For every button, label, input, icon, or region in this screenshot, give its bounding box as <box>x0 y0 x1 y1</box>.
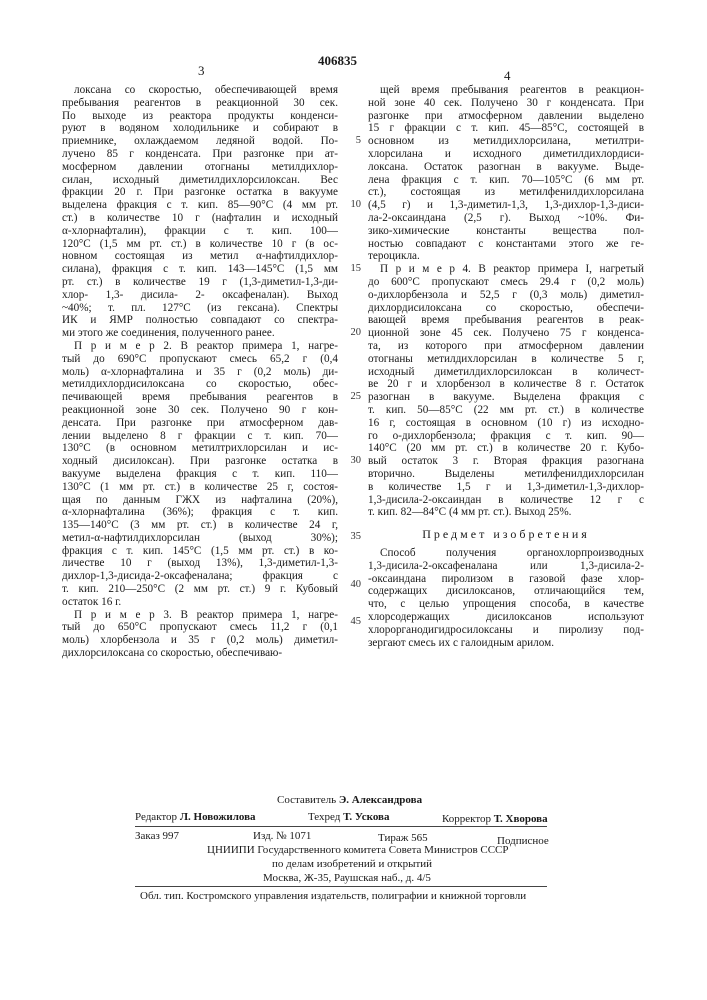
text-line: личестве 10 г (выход 13%), 1,3-диметил-1,3- <box>62 557 338 570</box>
text-line: ст.) в количестве 10 г (нафталин и исходный <box>62 212 338 225</box>
text-line: ностью совпадают с константами этого же ге- <box>368 238 644 251</box>
text-line: тероцикла. <box>368 250 644 263</box>
compiler-credit <box>277 794 422 806</box>
organization-address: Москва, Ж-35, Раушская наб., д. 4/5 <box>263 872 431 884</box>
line-number: 40 <box>339 579 361 592</box>
corrector-label: Корректор <box>442 813 491 825</box>
text-line: т. кип. 82—84°C (4 мм рт. ст.). Выход 25%. <box>368 506 644 519</box>
text-line: хлорсодержащих дисилоксанов используют <box>368 611 644 624</box>
techred-name: Т. Ускова <box>343 811 389 823</box>
text-line: П р и м е р 3. В реактор примера 1, нагре- <box>62 609 338 622</box>
right-text-column <box>368 84 644 649</box>
text-line: 1,3-дисила-2-оксаиндан в количестве 12 г с <box>368 494 644 507</box>
text-line: хлор- 1,3- дисила- 2- оксафеналан). Выход <box>62 289 338 302</box>
text-line: локсана со скоростью, обеспечивающей время <box>62 84 338 97</box>
text-line: выделена фракция с т. кип. 85—90°C (4 мм рт. <box>62 199 338 212</box>
publication-number: Изд. № 1071 <box>253 830 311 842</box>
text-line: реакционной зоне 30 сек. Получено 90 г кон- <box>62 404 338 417</box>
text-line: что, с целью упрощения способа, в качестве <box>368 598 644 611</box>
order-number: Заказ 997 <box>135 830 179 842</box>
compiler-name: Э. Александрова <box>339 794 422 806</box>
text-line: пребывания реагентов в реакционной 30 сек. <box>62 97 338 110</box>
text-line: мосферном давлении отогнаны метилдихлор- <box>62 161 338 174</box>
text-line: ла-2-оксаиндана (2,5 г). Выход ~10%. Фи- <box>368 212 644 225</box>
text-line: силан, исходный диметилдихлорсилоксан. Вес <box>62 174 338 187</box>
text-line: рт. ст.) в количестве 19 г (1,3-диметил-1,3-ди- <box>62 276 338 289</box>
text-line: разгонке при атмосферном давлении выделено <box>368 110 644 123</box>
text-line: хлорсилана и исходного диметилдихлордиси- <box>368 148 644 161</box>
text-line: вторично. Выделены метилфенилдихлорсилан <box>368 468 644 481</box>
left-text-column <box>62 84 338 660</box>
text-line: печивающей время пребывания реагентов в <box>62 391 338 404</box>
text-line: тый до 650°C пропускают смесь 11,2 г (0,1 <box>62 621 338 634</box>
subscription-note: Подписное <box>497 835 549 847</box>
text-line: основном из метилдихлорсилана, метилтри- <box>368 135 644 148</box>
text-line: тый до 690°C пропускают смесь 65,2 г (0,4 <box>62 353 338 366</box>
text-line: силана), фракция с т. кип. 143—145°C (1,5 мм <box>62 263 338 276</box>
text-line: приемнике, охлаждаемом ледяной водой. По- <box>62 135 338 148</box>
text-line: лена фракция с т. кип. 70—105°C (6 мм рт. <box>368 174 644 187</box>
text-line: зергают смесь их с галоидным арилом. <box>368 637 644 650</box>
text-line: ИК и ЯМР полностью совпадают со спектра- <box>62 314 338 327</box>
line-number: 45 <box>339 616 361 629</box>
text-line: метил-α-нафтилдихлорсилан (выход 30%); <box>62 532 338 545</box>
text-line: исходный диметилдихлорсилоксан в количест- <box>368 366 644 379</box>
text-line: 130°C (в основном метилтрихлорсилан и ис- <box>62 442 338 455</box>
text-line: -оксаиндана пиролизом в газовой фазе хлор- <box>368 573 644 586</box>
text-line: хлорорганодигидросилоксаны и пиролизу под- <box>368 624 644 637</box>
line-number: 10 <box>339 199 361 212</box>
text-line: новном состоящая из метил α-нафтилдихлор- <box>62 250 338 263</box>
text-line: щей время пребывания реагентов в реакцион- <box>368 84 644 97</box>
printer-credit: Обл. тип. Костромского управления издательств, полиграфии и книжной торговли <box>140 890 526 902</box>
text-line: Способ получения органохлорпроизводных <box>368 547 644 560</box>
text-line: моль) α-хлорнафталина и 35 г (0,2 моль) ди- <box>62 366 338 379</box>
text-line: отогнаны метилдихлорсилан в количестве 5 г, <box>368 353 644 366</box>
text-line: ст.), состоящая из метилфенилдихлорсилана <box>368 186 644 199</box>
text-line: дихлордисилоксана со скоростью, обеспечи- <box>368 302 644 315</box>
page-number-left: 3 <box>198 63 205 79</box>
print-run: Тираж 565 <box>378 832 428 844</box>
text-line: фракция с т. кип. 145°C (1,5 мм рт. ст.) в ко- <box>62 545 338 558</box>
text-line: ходный дисилоксан). При разгонке остатка в <box>62 455 338 468</box>
text-line: вающей время пребывания реагентов в реак- <box>368 314 644 327</box>
compiler-label: Составитель <box>277 794 336 806</box>
text-line: 15 г фракции с т. кип. 45—85°C, состоящей в <box>368 122 644 135</box>
text-line: локсана. Остаток разогнан в вакууме. Выде- <box>368 161 644 174</box>
footer-divider-bottom <box>135 886 547 887</box>
page-number-right: 4 <box>504 68 511 84</box>
editor-name: Л. Новожилова <box>180 811 256 823</box>
text-line: т. кип. 210—250°C (2 мм рт. ст.) 9 г. Кубовый <box>62 583 338 596</box>
text-line: дихлор-1,3-дисида-2-оксафеналана; фракция с <box>62 570 338 583</box>
corrector-credit <box>442 813 548 825</box>
organization-line2: по делам изобретений и открытий <box>272 858 432 870</box>
line-number: 20 <box>339 327 361 340</box>
text-line: руют в водяном холодильнике и собирают в <box>62 122 338 135</box>
text-line: 1,3-дисила-2-оксафеналана или 1,3-дисила-2- <box>368 560 644 573</box>
text-line: α-хлорнафталина (36%); фракция с т. кип. <box>62 506 338 519</box>
text-line: ной зоне 40 сек. Получено 30 г конденсата. При <box>368 97 644 110</box>
organization-line1: ЦНИИПИ Государственного комитета Совета Министров СССР <box>207 844 509 856</box>
text-line: вакууме выделена фракция с т. кип. 110— <box>62 468 338 481</box>
text-line: остаток 16 г. <box>62 596 338 609</box>
text-line: го о-дихлорбензола; фракция с т. кип. 90— <box>368 430 644 443</box>
text-line: 16 г, состоящая в основном (10 г) из исходно- <box>368 417 644 430</box>
line-number: 30 <box>339 455 361 468</box>
text-line: 140°C (20 мм рт. ст.) в количестве 20 г. Кубо- <box>368 442 644 455</box>
text-line: в количестве 1,5 г и 1,3-диметил-1,3-дихлор- <box>368 481 644 494</box>
text-line: ми этого же соединения, полученного ранее. <box>62 327 338 340</box>
claims-heading: Предмет изобретения <box>368 527 644 541</box>
editor-label: Редактор <box>135 811 177 823</box>
text-line: т. кип. 50—85°C (22 мм рт. ст.) в количестве <box>368 404 644 417</box>
text-line: содержащих дисилоксанов, отличающийся тем, <box>368 585 644 598</box>
text-line: моль) хлорбензола и 35 г (0,2 моль) диметил- <box>62 634 338 647</box>
line-number: 15 <box>339 263 361 276</box>
text-line: щая по данным ГЖХ из нафталина (20%), <box>62 494 338 507</box>
text-line: до 600°C пропускают смесь 29.4 г (0,2 моль) <box>368 276 644 289</box>
text-line: зико-химические константы вещества пол- <box>368 225 644 238</box>
text-line: П р и м е р 2. В реактор примера 1, нагре- <box>62 340 338 353</box>
text-line: П р и м е р 4. В реактор примера I, нагретый <box>368 263 644 276</box>
text-line: дихлорсилоксана со скоростью, обеспечиваю- <box>62 647 338 660</box>
patent-number: 406835 <box>318 53 357 69</box>
text-line: метилдихлордисилоксана со скоростью, обес- <box>62 378 338 391</box>
corrector-name: Т. Хворова <box>494 813 548 825</box>
line-number: 35 <box>339 531 361 544</box>
line-number: 5 <box>339 135 361 148</box>
text-line: 130°C (1 мм рт. ст.) в количестве 25 г, состоя- <box>62 481 338 494</box>
editor-credit <box>135 811 256 823</box>
text-line: ционной зоне 45 сек. Получено 75 г конденса- <box>368 327 644 340</box>
text-line: о-дихлорбензола и 52,5 г (0,3 моль) диметил- <box>368 289 644 302</box>
techred-label: Техред <box>308 811 340 823</box>
text-line: ве 20 г и хлорбензол в количестве 8 г. Остаток <box>368 378 644 391</box>
text-line: разогнан в вакууме. Выделена фракция с <box>368 391 644 404</box>
line-number: 25 <box>339 391 361 404</box>
techred-credit <box>308 811 390 823</box>
text-line: лучено 85 г конденсата. При разгонке при ат- <box>62 148 338 161</box>
text-line: (4,5 г) и 1,3-диметил-1,3, 1,3-дихлор-1,3-диси- <box>368 199 644 212</box>
text-line: ~40%; т. пл. 127°C (из гексана). Спектры <box>62 302 338 315</box>
text-line: вый остаток 3 г. Вторая фракция разогнана <box>368 455 644 468</box>
text-line: α-хлорнафталин), фракции с т. кип. 100— <box>62 225 338 238</box>
text-line: та, из которого при атмосферном давлении <box>368 340 644 353</box>
text-line: фракции 20 г. При разгонке остатка в вакууме <box>62 186 338 199</box>
text-line: лении выделено 8 г фракции с т. кип. 70— <box>62 430 338 443</box>
text-line: денсата. При разгонке при атмосферном дав- <box>62 417 338 430</box>
text-line: 120°C (1,5 мм рт. ст.) в количестве 10 г (в ос- <box>62 238 338 251</box>
text-line: По выходе из реактора продукты конденси- <box>62 110 338 123</box>
footer-divider-top <box>135 826 547 827</box>
text-line: 135—140°C (3 мм рт. ст.) в количестве 24 г, <box>62 519 338 532</box>
